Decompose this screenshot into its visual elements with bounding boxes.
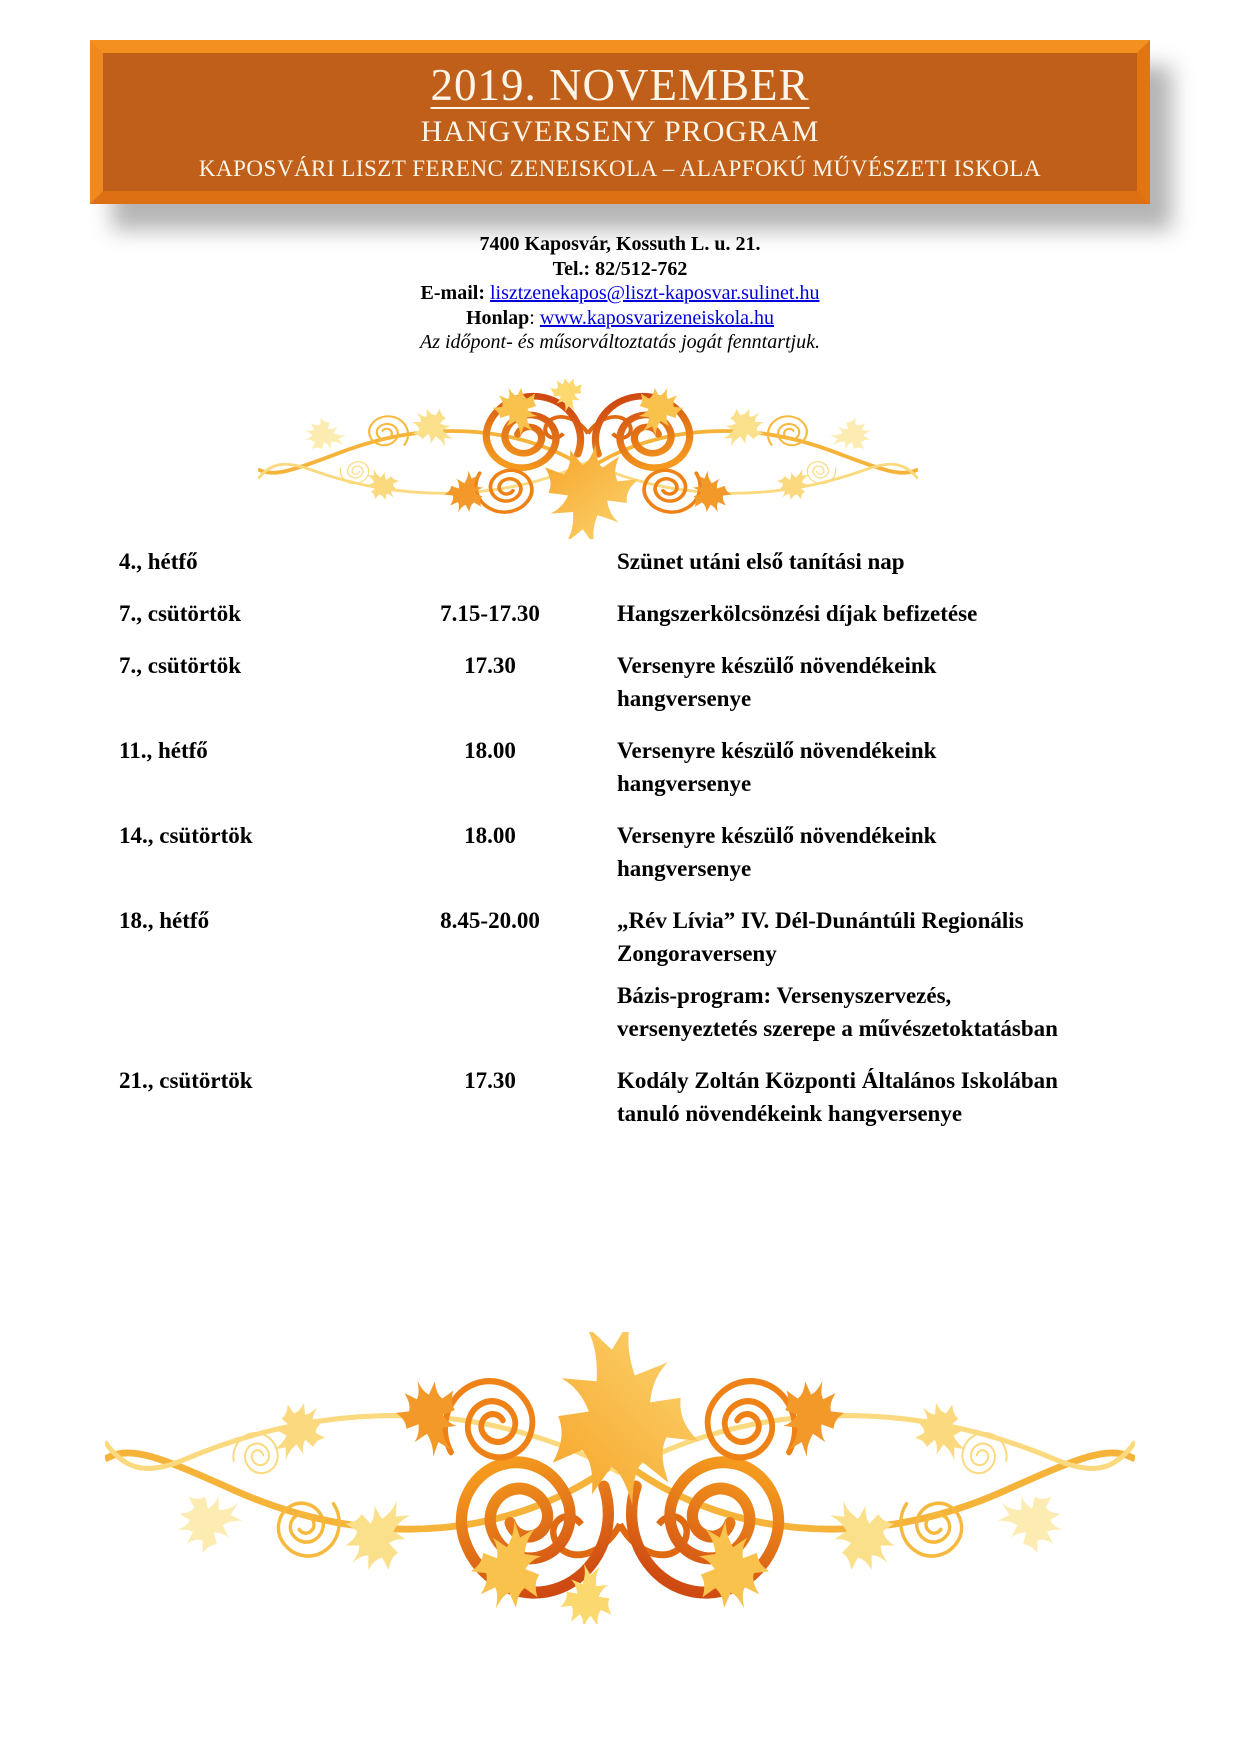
day-cell: 4., hétfő — [119, 548, 198, 574]
email-link[interactable]: lisztzenekapos@liszt-kaposvar.sulinet.hu — [489, 282, 820, 304]
description-text: Kodály Zoltán Központi Általános Iskolában tanuló növendékeink hangversenye — [617, 1067, 1058, 1126]
day-cell: 11., hétfő — [119, 737, 208, 763]
description-cell — [575, 1064, 1062, 1130]
autumn-ornament-top — [258, 379, 918, 539]
day-cell: 7., csütörtök — [119, 600, 242, 626]
description-cell — [575, 904, 1062, 1045]
description-text: Versenyre készülő növendékeink hangversenye — [617, 737, 937, 796]
website-line — [0, 306, 1240, 331]
schedule-row — [119, 734, 1240, 800]
time-cell: 17.30 — [464, 1067, 516, 1093]
time-cell: 8.45-20.00 — [440, 907, 540, 933]
description-text: Versenyre készülő növendékeink hangversenye — [617, 822, 937, 881]
time-cell: 7.15-17.30 — [440, 600, 540, 626]
email-line — [0, 281, 1240, 306]
phone-line: Tel.: 82/512-762 — [552, 257, 688, 280]
time-cell — [405, 545, 575, 578]
day-cell: 14., csütörtök — [119, 822, 253, 848]
banner-title: 2019. NOVEMBER — [430, 59, 810, 110]
header-banner — [90, 40, 1150, 204]
website-label: Honlap — [465, 306, 530, 329]
day-cell: 7., csütörtök — [119, 652, 242, 678]
description-cell — [575, 597, 1062, 630]
day-cell: 21., csütörtök — [119, 1067, 253, 1093]
website-link[interactable]: www.kaposvarizeneiskola.hu — [539, 306, 775, 329]
website-separator: : — [529, 306, 540, 329]
schedule-row — [119, 1064, 1240, 1130]
description-subtext: Bázis-program: Versenyszervezés, versenyeztetés szerepe a művészetoktatásban — [617, 982, 1058, 1041]
description-cell — [575, 545, 1062, 578]
schedule-row — [119, 819, 1240, 885]
address-line: 7400 Kaposvár, Kossuth L. u. 21. — [479, 233, 761, 255]
description-text: Hangszerkölcsönzési díjak befizetése — [617, 600, 978, 626]
autumn-ornament-bottom — [105, 1332, 1135, 1624]
disclaimer-line: Az időpont- és műsorváltoztatás jogát fenntartjuk. — [420, 331, 820, 353]
description-cell — [575, 819, 1062, 885]
description-cell — [575, 734, 1062, 800]
description-cell — [575, 649, 1062, 715]
schedule-row — [119, 545, 1240, 578]
day-cell: 18., hétfő — [119, 907, 210, 933]
banner-subtitle: HANGVERSENY PROGRAM — [420, 115, 820, 149]
schedule-row — [119, 597, 1240, 630]
time-cell: 18.00 — [464, 822, 516, 848]
schedule-row — [119, 904, 1240, 1045]
banner-school-name: KAPOSVÁRI LISZT FERENC ZENEISKOLA – ALAPFOKÚ MŰVÉSZETI ISKOLA — [198, 156, 1042, 182]
schedule-row — [119, 649, 1240, 715]
program-table — [119, 545, 1240, 1130]
email-label: E-mail: — [420, 282, 485, 304]
description-text: Szünet utáni első tanítási nap — [617, 548, 905, 574]
description-text: „Rév Lívia” IV. Dél-Dunántúli Regionális Zongoraverseny — [617, 907, 1024, 966]
contact-block — [0, 232, 1240, 355]
time-cell: 17.30 — [464, 652, 516, 678]
time-cell: 18.00 — [464, 737, 516, 763]
description-text: Versenyre készülő növendékeink hangversenye — [617, 652, 937, 711]
